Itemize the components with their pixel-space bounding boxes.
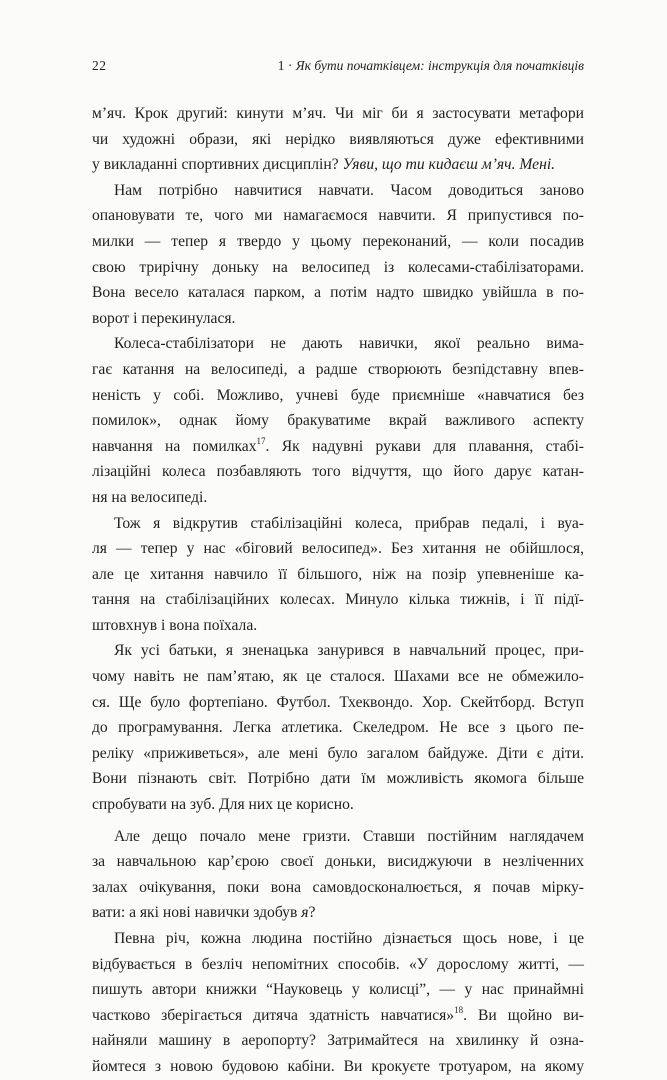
text-segment: за навчальною кар’єрою своєї доньки, висиджуючи в незліченних: [92, 853, 584, 871]
running-header: [92, 58, 584, 78]
text-segment: Нам потрібно навчитися навчати. Часом доводиться заново: [114, 181, 584, 199]
text-line: [92, 434, 584, 460]
text-segment: найняли машину в аеропорту? Затримайтеся на хвилинку й озна-: [92, 1032, 584, 1050]
text-line: [92, 792, 584, 818]
text-segment: Колеса-стабілізатори не дають навички, якої реально вима-: [114, 335, 584, 353]
text-line: [92, 229, 584, 255]
page-body-text: [92, 101, 584, 1080]
text-segment: Вона весело каталася парком, а потім надто швидко увійшла в по-: [92, 284, 584, 302]
text-line: [92, 152, 584, 178]
text-segment: чому навіть не пам’ятаю, як це сталося. Шахами все не обмежило-: [92, 668, 584, 686]
text-segment: до програмування. Легка атлетика. Скеледром. Не все з цього пе-: [92, 719, 584, 737]
text-segment: ня на велосипеді.: [92, 488, 208, 506]
text-line: [92, 926, 584, 952]
text-line: [92, 1054, 584, 1080]
text-line: [92, 1003, 584, 1029]
text-segment: спробувати на зуб. Для них це корисно.: [92, 796, 354, 814]
paragraph: [92, 178, 584, 332]
text-line: [92, 459, 584, 485]
text-line: [92, 255, 584, 281]
text-line: [92, 766, 584, 792]
text-segment: але це хитання навчило її більшого, ніж на позір упевненіше ка-: [92, 565, 584, 583]
paragraph: [92, 926, 584, 1080]
text-line: [92, 1028, 584, 1054]
text-line: [92, 562, 584, 588]
text-segment: опановувати те, чого ми намагаємося навчити. Я припустився по-: [92, 207, 584, 225]
text-segment: ворот і перекинулася.: [92, 309, 236, 327]
text-segment: ?: [308, 904, 316, 922]
text-segment: йомтеся з новою будовою кабіни. Ви крокуєте тротуаром, на якому: [92, 1057, 584, 1075]
italic-text: я: [301, 904, 309, 922]
text-segment: навчання на помилках: [92, 437, 257, 455]
text-segment: частково зберігається дитяча здатність навчатися»: [92, 1006, 455, 1024]
text-segment: неність у собі. Можливо, учневі буде приємніше «навчатися без: [92, 386, 584, 404]
running-title: [278, 58, 584, 74]
text-segment: милки — тепер я твердо у цьому переконаний, — коли посадив: [92, 232, 584, 250]
text-segment: відбувається в безліч непомітних способів. «У дорослому житті, —: [92, 955, 584, 973]
text-segment: Але дещо почало мене гризти. Ставши постійним наглядачем: [114, 827, 584, 845]
text-segment: Певна річ, кожна людина постійно дізнається щось нове, і це: [114, 930, 584, 947]
text-line: [92, 824, 584, 850]
paragraph: [92, 638, 584, 817]
text-segment: . Ви щойно ви-: [463, 1006, 584, 1024]
text-segment: пишуть автори книжки “Науковець у колисці”, — у нас принаймні: [92, 981, 584, 999]
footnote-ref: 17: [256, 435, 266, 446]
text-line: [92, 849, 584, 875]
text-line: [92, 690, 584, 716]
text-segment: тання на стабілізаційних колесах. Минуло кілька тижнів, і її підї-: [92, 591, 584, 609]
text-segment: чи художні образи, які нерідко виявляються дуже ефективними: [92, 130, 584, 148]
text-line: [92, 306, 584, 332]
text-line: [92, 485, 584, 511]
text-line: [92, 715, 584, 741]
text-segment: ля — тепер у нас «біговий велосипед». Без хитання не обійшлося,: [92, 540, 584, 558]
italic-text: Уяви, що ти кидаєш м’яч. Мені.: [342, 156, 556, 174]
text-segment: залах очікування, поки вона самовдосконалюється, я почав мірку-: [92, 878, 584, 896]
text-line: [92, 280, 584, 306]
text-line: [92, 203, 584, 229]
text-segment: штовхнув і вона поїхала.: [92, 616, 258, 634]
footnote-ref: 18: [454, 1004, 464, 1015]
text-segment: у викладанні спортивних дисциплін?: [92, 156, 343, 174]
paragraph: [92, 101, 584, 178]
text-line: [92, 664, 584, 690]
text-segment: Тож я відкрутив стабілізаційні колеса, прибрав педалі, і вуа-: [114, 514, 584, 532]
text-line: [92, 952, 584, 978]
text-segment: помилок», однак йому бракуватиме вкрай важливого аспекту: [92, 412, 584, 430]
page-number: 22: [92, 58, 107, 73]
text-line: [92, 331, 584, 357]
text-segment: Вони пізнають світ. Потрібно дати їм можливість якомога більше: [92, 770, 584, 788]
text-segment: лізаційні колеса позбавляють того відчуття, що його дарує катан-: [92, 463, 584, 481]
text-segment: . Як надувні рукави для плавання, стабі-: [265, 437, 584, 455]
text-segment: ся. Ще було фортепіано. Футбол. Тхеквондо. Хор. Скейтборд. Вступ: [92, 693, 584, 711]
text-line: [92, 511, 584, 537]
text-line: [92, 101, 584, 127]
chapter-number: 1 ·: [277, 58, 293, 73]
paragraph: [92, 824, 584, 926]
text-segment: гає катання на велосипеді, а радше створюють безпідставну впев-: [92, 360, 584, 378]
text-line: [92, 875, 584, 901]
text-line: [92, 587, 584, 613]
text-line: [92, 741, 584, 767]
text-line: [92, 977, 584, 1003]
text-line: [92, 178, 584, 204]
paragraph: [92, 511, 584, 639]
text-line: [92, 900, 584, 926]
text-line: [92, 383, 584, 409]
text-line: [92, 536, 584, 562]
text-line: [92, 357, 584, 383]
text-line: [92, 408, 584, 434]
chapter-title: Як бути початківцем: інструкція для початківців: [295, 58, 584, 73]
text-segment: реліку «приживеться», але мені було загалом байдуже. Діти є діти.: [92, 744, 584, 762]
text-line: [92, 613, 584, 639]
text-line: [92, 127, 584, 153]
text-segment: свою трирічну доньку на велосипед із колесами-стабілізаторами.: [92, 258, 584, 276]
text-line: [92, 638, 584, 664]
text-segment: Як усі батьки, я зненацька занурився в навчальний процес, при-: [114, 642, 584, 660]
text-segment: м’яч. Крок другий: кинути м’яч. Чи міг би я застосувати метафори: [92, 105, 584, 122]
text-segment: вати: а які нові навички здобув: [92, 904, 302, 922]
paragraph: [92, 331, 584, 510]
